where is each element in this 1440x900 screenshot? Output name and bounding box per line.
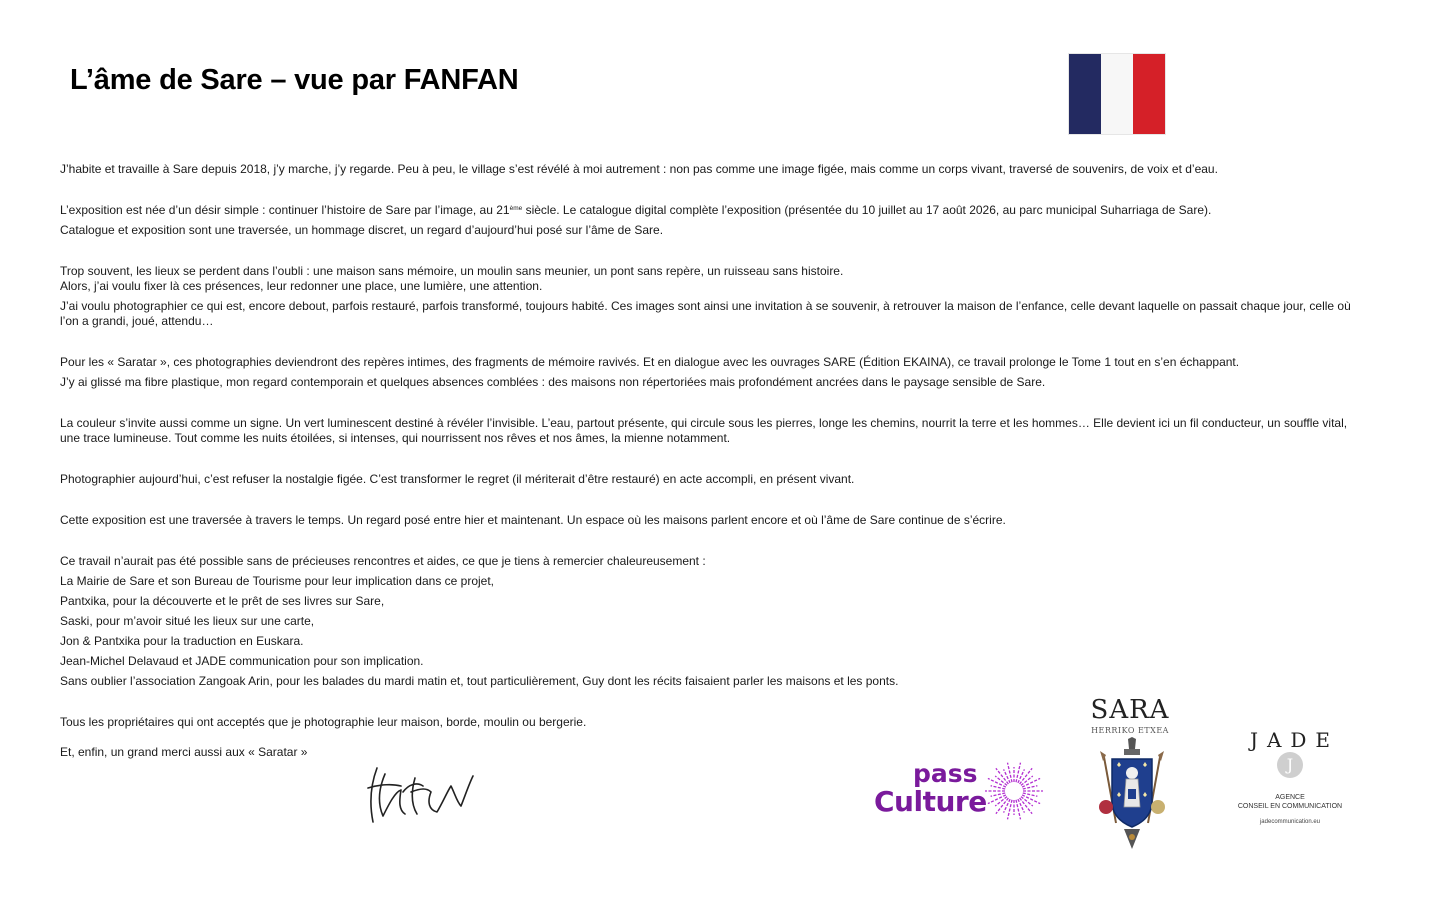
paragraph-part: L’exposition est née d’un désir simple : continuer l’histoire de Sare par l’image, au 21 (60, 203, 510, 217)
jade-website: jadecommunication.eu (1259, 819, 1321, 825)
paragraph (60, 203, 1360, 218)
paragraph: Ce travail n’aurait pas été possible sans de précieuses rencontres et aides, ce que je tiens à remercier chaleureusement : (60, 554, 706, 568)
sara-subtitle: HERRIKO ETXEA (1091, 726, 1169, 735)
starburst-icon (984, 760, 1044, 822)
starburst-ray (1008, 800, 1013, 820)
jade-monogram-icon: J (1277, 752, 1303, 778)
thanks-item: Saski, pour m’avoir situé les lieux sur une carte, (60, 614, 315, 628)
flag-stripe-blue (1069, 54, 1101, 134)
pass-culture-line1: pass (913, 759, 978, 788)
pass-culture-line2: Culture (874, 785, 987, 818)
paragraph: La couleur s’invite aussi comme un signe. Un vert luminescent destiné à révéler l’invisible. L’eau, partout présente, qui circule sous les pierres, longe les chemins, nourrit la terre et les hommes… Elle devient ici un fil conducteur, un souffle vital, une trace lumineuse. Tout comme les nuits étoilées, si intenses, qui nourrissent nos rêves et nos âmes, la mienne notamment. (60, 416, 1348, 445)
sara-title: SARA (1090, 695, 1170, 725)
thanks-item: Jon & Pantxika pour la traduction en Euskara. (60, 634, 304, 648)
paragraph: Alors, j’ai voulu fixer là ces présences, leur redonner une place, une lumière, une attention. (60, 279, 543, 293)
coat-of-arms-icon (1094, 737, 1170, 849)
thanks-item: Jean-Michel Delavaud et JADE communication pour son implication. (60, 654, 424, 668)
letter-body (60, 162, 1360, 760)
pass-culture-logo (872, 760, 1044, 824)
starburst-ray (1016, 763, 1021, 783)
paragraph: J’ai voulu photographier ce qui est, encore debout, parfois restauré, parfois transformé, toujours habité. Ces images sont ainsi une invitation à se souvenir, à retrouver la maison de l’enfance, celle devant laquelle on passait chaque jour, celle où l’on a grandi, joué, attendu… (60, 299, 1351, 328)
paragraph: J’y ai glissé ma fibre plastique, mon regard contemporain et quelques absences comblées : des maisons non répertoriées mais profondément ancrées dans le paysage sensible de Sare. (60, 375, 1046, 389)
paragraph: Cette exposition est une traversée à travers le temps. Un regard posé entre hier et maintenant. Un espace où les maisons parlent encore et où l’âme de Sare continue de s’écrire. (60, 513, 1006, 527)
paragraph: Trop souvent, les lieux se perdent dans l’oubli : une maison sans mémoire, un moulin sans meunier, un pont sans repère, un ruisseau sans histoire. (60, 264, 844, 278)
paragraph: Catalogue et exposition sont une traversée, un hommage discret, un regard d’aujourd’hui posé sur l’âme de Sare. (60, 223, 664, 237)
paragraph: Pour les « Saratar », ces photographies deviendront des repères intimes, des fragments de mémoire ravivés. Et en dialogue avec les ouvrages SARE (Édition EKAINA), ce travail prolonge le Tome 1 tout en s’en échappant. (60, 355, 1240, 369)
jade-agency-label: AGENCE (1275, 794, 1305, 801)
paragraph: Et, enfin, un grand merci aussi aux « Saratar » (60, 745, 308, 759)
thanks-item: Sans oublier l’association Zangoak Arin, pour les balades du mardi matin et, tout particulièrement, Guy dont les récits faisaient parler les maisons et les ponts. (60, 674, 899, 688)
superscript: ème (509, 205, 523, 212)
jade-title: JADE (1249, 728, 1340, 752)
paragraph: J’habite et travaille à Sare depuis 2018, j’y marche, j’y regarde. Peu à peu, le village s’est révélé à moi autrement : non pas comme une image figée, mais comme un corps vivant, traversé de souvenirs, de voix et d’eau. (60, 162, 1218, 176)
thanks-item: Pantxika, pour la découverte et le prêt de ses livres sur Sare, (60, 594, 385, 608)
jade-tagline: CONSEIL EN COMMUNICATION (1237, 803, 1343, 810)
sara-logo (1090, 697, 1170, 852)
french-flag-icon (1069, 54, 1165, 134)
paragraph: Photographier aujourd’hui, c’est refuser la nostalgie figée. C’est transformer le regret (il mériterait d’être restauré) en acte accompli, en présent vivant. (60, 472, 855, 486)
paragraph-part: siècle. Le catalogue digital complète l’exposition (présentée du 10 juillet au 17 août 2026, au parc municipal Suharriaga de Sare). (522, 203, 1212, 217)
page-title: L’âme de Sare – vue par FANFAN (70, 64, 519, 96)
flag-stripe-red (1133, 54, 1165, 134)
starburst-ray (1016, 800, 1021, 820)
flag-stripe-white (1101, 54, 1133, 134)
jade-logo (1234, 730, 1346, 830)
paragraph: Tous les propriétaires qui ont acceptés que je photographie leur maison, borde, moulin ou bergerie. (60, 715, 587, 729)
starburst-ray (1008, 763, 1013, 783)
thanks-item: La Mairie de Sare et son Bureau de Tourisme pour leur implication dans ce projet, (60, 574, 495, 588)
signature-icon (365, 762, 475, 826)
